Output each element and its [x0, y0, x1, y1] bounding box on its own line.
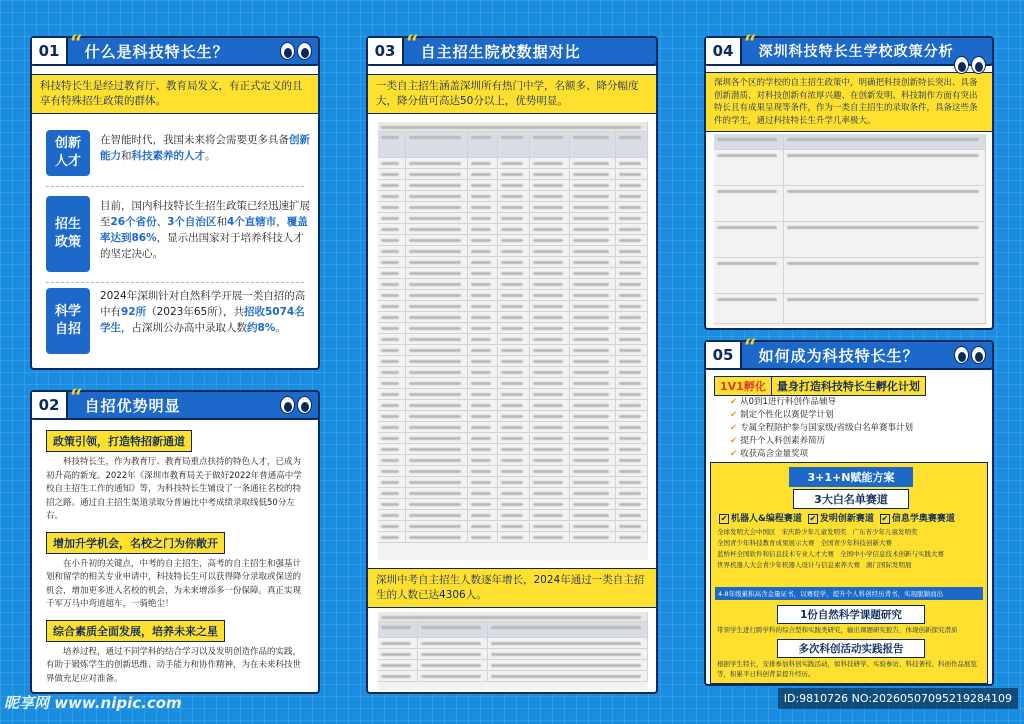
section-03-card — [366, 50, 658, 694]
schools-data-table — [378, 122, 648, 560]
scheme-title: 3+1+N赋能方案 — [789, 467, 913, 487]
white-list-title: 3大白名单赛道 — [793, 489, 909, 509]
image-id: ID:9810726 NO:20260507095219284109 — [778, 688, 1018, 709]
tag-policy: 招生政策 — [46, 196, 90, 272]
text-science: 2024年深圳针对自然科学开展一类自招的高中有92所（2023年65所），共招收5074名学生，占深圳公办高中录取人数约8%。 — [100, 290, 306, 334]
section-04-intro: 深圳各个区的学校的自主招生政策中，明确把科技创新特长突出、具备创新潜质、对科技创新有浓厚兴趣、在创新发明、科技制作方面有突出特长且有成果呈现等条件，作为一类自主招生的录取条件，具备这些条件的学生，通过科技特长生升学几率极大。 — [706, 72, 992, 132]
section-05-card — [704, 352, 994, 686]
plan-item: ✔ 专属全程陪护参与国家级/省级白名单赛事计划 — [730, 422, 913, 435]
plan-item: ✔ 提升个人科创素养简历 — [730, 435, 913, 448]
section-01-intro: 科技特长生是经过教育厅、教育局发文，有正式定义的且享有特殊招生政策的群体。 — [32, 74, 318, 114]
comp-item: 全国青少年科技创新大赛 — [820, 539, 892, 547]
section-04-card — [704, 50, 994, 330]
section-05-number: 05 — [706, 342, 742, 368]
eyes-icon — [280, 42, 312, 60]
section-01-number: 01 — [32, 38, 68, 64]
research-title: 1份自然科学课题研究 — [777, 605, 925, 624]
plan-item: ✔ 从0到1进行科创作品辅导 — [730, 396, 913, 409]
policy-table — [714, 134, 986, 326]
section-05-title: 如何成为科技特长生？ — [758, 346, 919, 365]
section-02-number: 02 — [32, 392, 68, 418]
track-olympiad: 信息学奥赛赛道 — [891, 514, 955, 524]
block-1-text: 科技特长生，作为教育厅、教育局重点扶持的特色人才，已成为初升高的新宠。2022年《深圳市教育局关于做好2022年普通高中学校自主招生工作的通知》等，为科技特长生铺设了一条通往名校的特招之路。通过自主招生渠道录取分普遍比中考成绩录取线低50分左右。 — [46, 457, 302, 521]
section-01-header: 01 “ 什么是科技特长生？ — [30, 36, 320, 66]
comp-item: 全国中小学信息技术创新与实践大赛 — [840, 550, 944, 558]
section-02-header: 02 “ 自招优势明显 — [30, 390, 320, 420]
section-01-title: 什么是科技特长生？ — [84, 42, 229, 61]
track-robot: 机器人&编程赛道 — [731, 514, 802, 524]
plan-item: ✔ 制定个性化以赛促学计划 — [730, 409, 913, 422]
competitions — [717, 527, 983, 571]
section-05-header: 05 “ 如何成为科技特长生？ — [704, 340, 994, 370]
block-1-heading: 政策引领，打造特招新通道 — [46, 430, 192, 452]
comp-item: 蓝桥杯全国软件和信息技术专业人才大赛 — [717, 550, 834, 558]
block-3-text: 培养过程，通过不同学科的结合学习以及发明创造作品的实践，有助于锻炼学生的创新思维、动手能力和协作精神，为在未来科技世界做充足应对准备。 — [46, 646, 302, 684]
section-03-title: 自主招生院校数据对比 — [420, 42, 581, 61]
eyes-icon — [280, 396, 312, 414]
comp-item: 澳门国际发明展 — [866, 561, 912, 569]
tracks: ✔ 机器人&编程赛道 ✔ 发明创新赛道 ✔ 信息学奥赛赛道 — [720, 514, 955, 524]
section-04-number: 04 — [706, 38, 742, 64]
tag-science: 科学自招 — [46, 288, 90, 354]
plan-tag: 1V1孵化 — [714, 376, 772, 396]
eyes-icon — [954, 56, 986, 74]
comp-item: 宋庆龄少年儿童发明奖 — [781, 528, 847, 536]
watermark: 昵享网 www.nipic.com — [4, 694, 182, 712]
plan-list — [730, 396, 913, 461]
comp-item: 广东省少年儿童发明奖 — [852, 528, 918, 536]
section-03-number: 03 — [368, 38, 404, 64]
section-03-header: 03 “ 自主招生院校数据对比 — [366, 36, 658, 66]
section-04-title: 深圳科技特长生学校政策分析 — [758, 44, 954, 60]
plan-title: 量身打造科技特长生孵化计划 — [772, 376, 926, 396]
text-innovation: 在智能时代，我国未来将会需要更多具备创新能力和科技素养的人才。 — [100, 134, 310, 162]
plan-item: ✔ 收获高含金量奖项 — [730, 448, 913, 461]
tag-innovation: 创新人才 — [46, 130, 90, 176]
track-invention: 发明创新赛道 — [819, 514, 874, 524]
report-title: 多次科创活动实践报告 — [777, 639, 925, 658]
comp-item: 全国青少年科技教育成果展示大赛 — [717, 539, 815, 547]
block-3-heading: 综合素质全面发展，培养未来之星 — [46, 620, 225, 642]
comp-item: 世界机器人大会青少年机器人设计与信息素养大赛 — [717, 561, 860, 569]
yearly-admission-table — [378, 612, 648, 690]
block-2-text: 在小升初的关键点，中考的自主招生，高考的自主招生和强基计划和留学的相关专业申请中，科技特长生可以获得降分录取或保送的机会，增加更多进入名校的机会，为未来增添多一份保障。真正实现千军万马中弯道超车，一骑绝尘！ — [46, 558, 302, 609]
section-04-header: 04 “ 深圳科技特长生学校政策分析 — [704, 36, 994, 66]
research-text: 带领学生进行跨学科的综合型和实践类研究，输出课题研究报告，体现创新探究潜质 — [717, 626, 958, 634]
section-02-card — [30, 398, 320, 694]
section-03-intro: 一类自主招生涵盖深圳所有热门中学，名额多、降分幅度大，降分值可高达50分以上，优势明显。 — [368, 74, 656, 114]
scheme-box — [710, 462, 988, 684]
section-01-card — [30, 48, 320, 370]
section-03-note: 深圳中考自主招生人数逐年增长，2024年通过一类自主招生的人数已达4306人。 — [368, 568, 656, 608]
report-text: 根据学生特长，安排参加科创实践活动，如科技研学、实验参访、科技著校、科创作品展览等，积累平日科创背景提升经历。 — [717, 660, 977, 678]
grade-note: 4-8年级累积高含金量证书，以赛促学，提升个人科创经历背书，实现脱颖而出 — [715, 587, 983, 600]
section-02-title: 自招优势明显 — [84, 396, 181, 415]
block-2-heading: 增加升学机会，名校之门为你敞开 — [46, 532, 225, 554]
text-policy: 目前，国内科技特长生招生政策已经迅速扩展至26个省份、3个自治区和4个直辖市，覆盖率达到86%，显示出国家对于培养科技人才的坚定决心。 — [100, 200, 310, 260]
eyes-icon — [954, 346, 986, 364]
comp-item: 全球发明大会中国区 — [717, 528, 776, 536]
